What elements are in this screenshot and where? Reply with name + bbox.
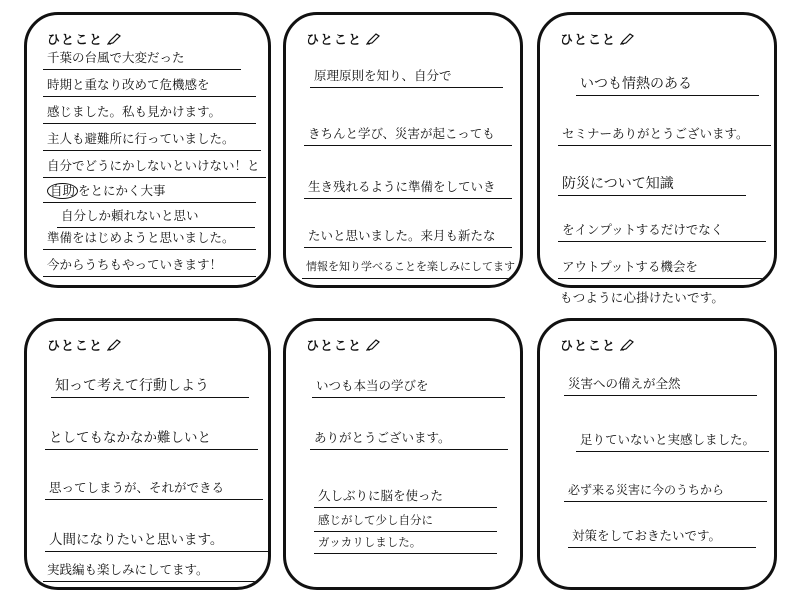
card-header-label: ひとこと (306, 339, 363, 354)
handwritten-line: 準備をはじめようと思いました。 (47, 229, 252, 247)
handwritten-line: をインプットするだけでなく (562, 221, 762, 239)
handwritten-line: セミナーありがとうございます。 (562, 125, 767, 143)
handwritten-line: 生き残れるように準備をしていき (308, 178, 508, 196)
overflow-note: もつように心掛けたいです。 (560, 290, 725, 305)
handwritten-line: 足りていないと実感しました。 (580, 431, 765, 449)
comment-card-2 (283, 12, 523, 288)
comment-card-6 (537, 318, 777, 590)
card-header-label: ひとこと (560, 33, 617, 48)
comment-card-4 (24, 318, 271, 590)
handwritten-line: 今からうちもやっていきます！ (47, 256, 252, 274)
card-header-label: ひとこと (560, 339, 617, 354)
handwritten-line: 感じがして少し自分に (318, 511, 493, 529)
handwritten-line: ありがとうございます。 (314, 429, 504, 447)
handwritten-line: 災害への備えが全然 (568, 375, 753, 393)
handwritten-text: をとにかく大事 (78, 183, 166, 198)
handwritten-line: 思ってしまうが、それができる (49, 479, 259, 497)
handwritten-line: 感じました。私も見かけます。 (47, 103, 252, 121)
comment-card-5 (283, 318, 523, 590)
handwritten-line: いつも本当の学びを (316, 377, 501, 395)
handwritten-line: 自分しか頼れないと思い (61, 207, 251, 225)
handwritten-line: たいと思いました。来月も新たな (308, 227, 508, 245)
handwritten-line: としてもなかなか難しいと (49, 429, 254, 447)
handwritten-line: 人間になりたいと思います。 (49, 531, 264, 549)
handwritten-line: 原理原則を知り、自分で (314, 67, 499, 85)
comment-card-3 (537, 12, 777, 288)
comment-card-1 (24, 12, 271, 288)
handwritten-line: きちんと学び、災害が起こっても (308, 125, 508, 143)
handwritten-line: 自分でどうにかしないといけない！と (47, 157, 262, 175)
handwritten-line (47, 182, 252, 200)
handwritten-line: 必ず来る災害に今のうちから (568, 481, 763, 499)
handwritten-line: 知って考えて行動しよう (55, 377, 245, 395)
handwritten-line: 時期と重なり改めて危機感を (47, 76, 252, 94)
handwritten-line: 千葉の台風で大変だった (47, 49, 237, 67)
card-header-label: ひとこと (47, 339, 104, 354)
handwritten-line: いつも情熱のある (580, 75, 755, 93)
handwritten-line: ガッカリしました。 (318, 533, 493, 551)
card-header-label: ひとこと (47, 33, 104, 48)
handwritten-line: アウトプットする機会を (562, 258, 762, 276)
handwritten-line: 情報を知り学べることを楽しみにしてます (306, 258, 511, 276)
handwritten-line: 対策をしておきたいです。 (572, 527, 752, 545)
circled-word: 自助 (47, 183, 78, 199)
handwritten-line: 久しぶりに脳を使った (318, 487, 493, 505)
card-header-label: ひとこと (306, 33, 363, 48)
handwritten-line: 実践編も楽しみにしてます。 (47, 561, 252, 579)
handwritten-line: 防災について知識 (562, 175, 742, 193)
handwritten-line: 主人も避難所に行っていました。 (47, 130, 257, 148)
